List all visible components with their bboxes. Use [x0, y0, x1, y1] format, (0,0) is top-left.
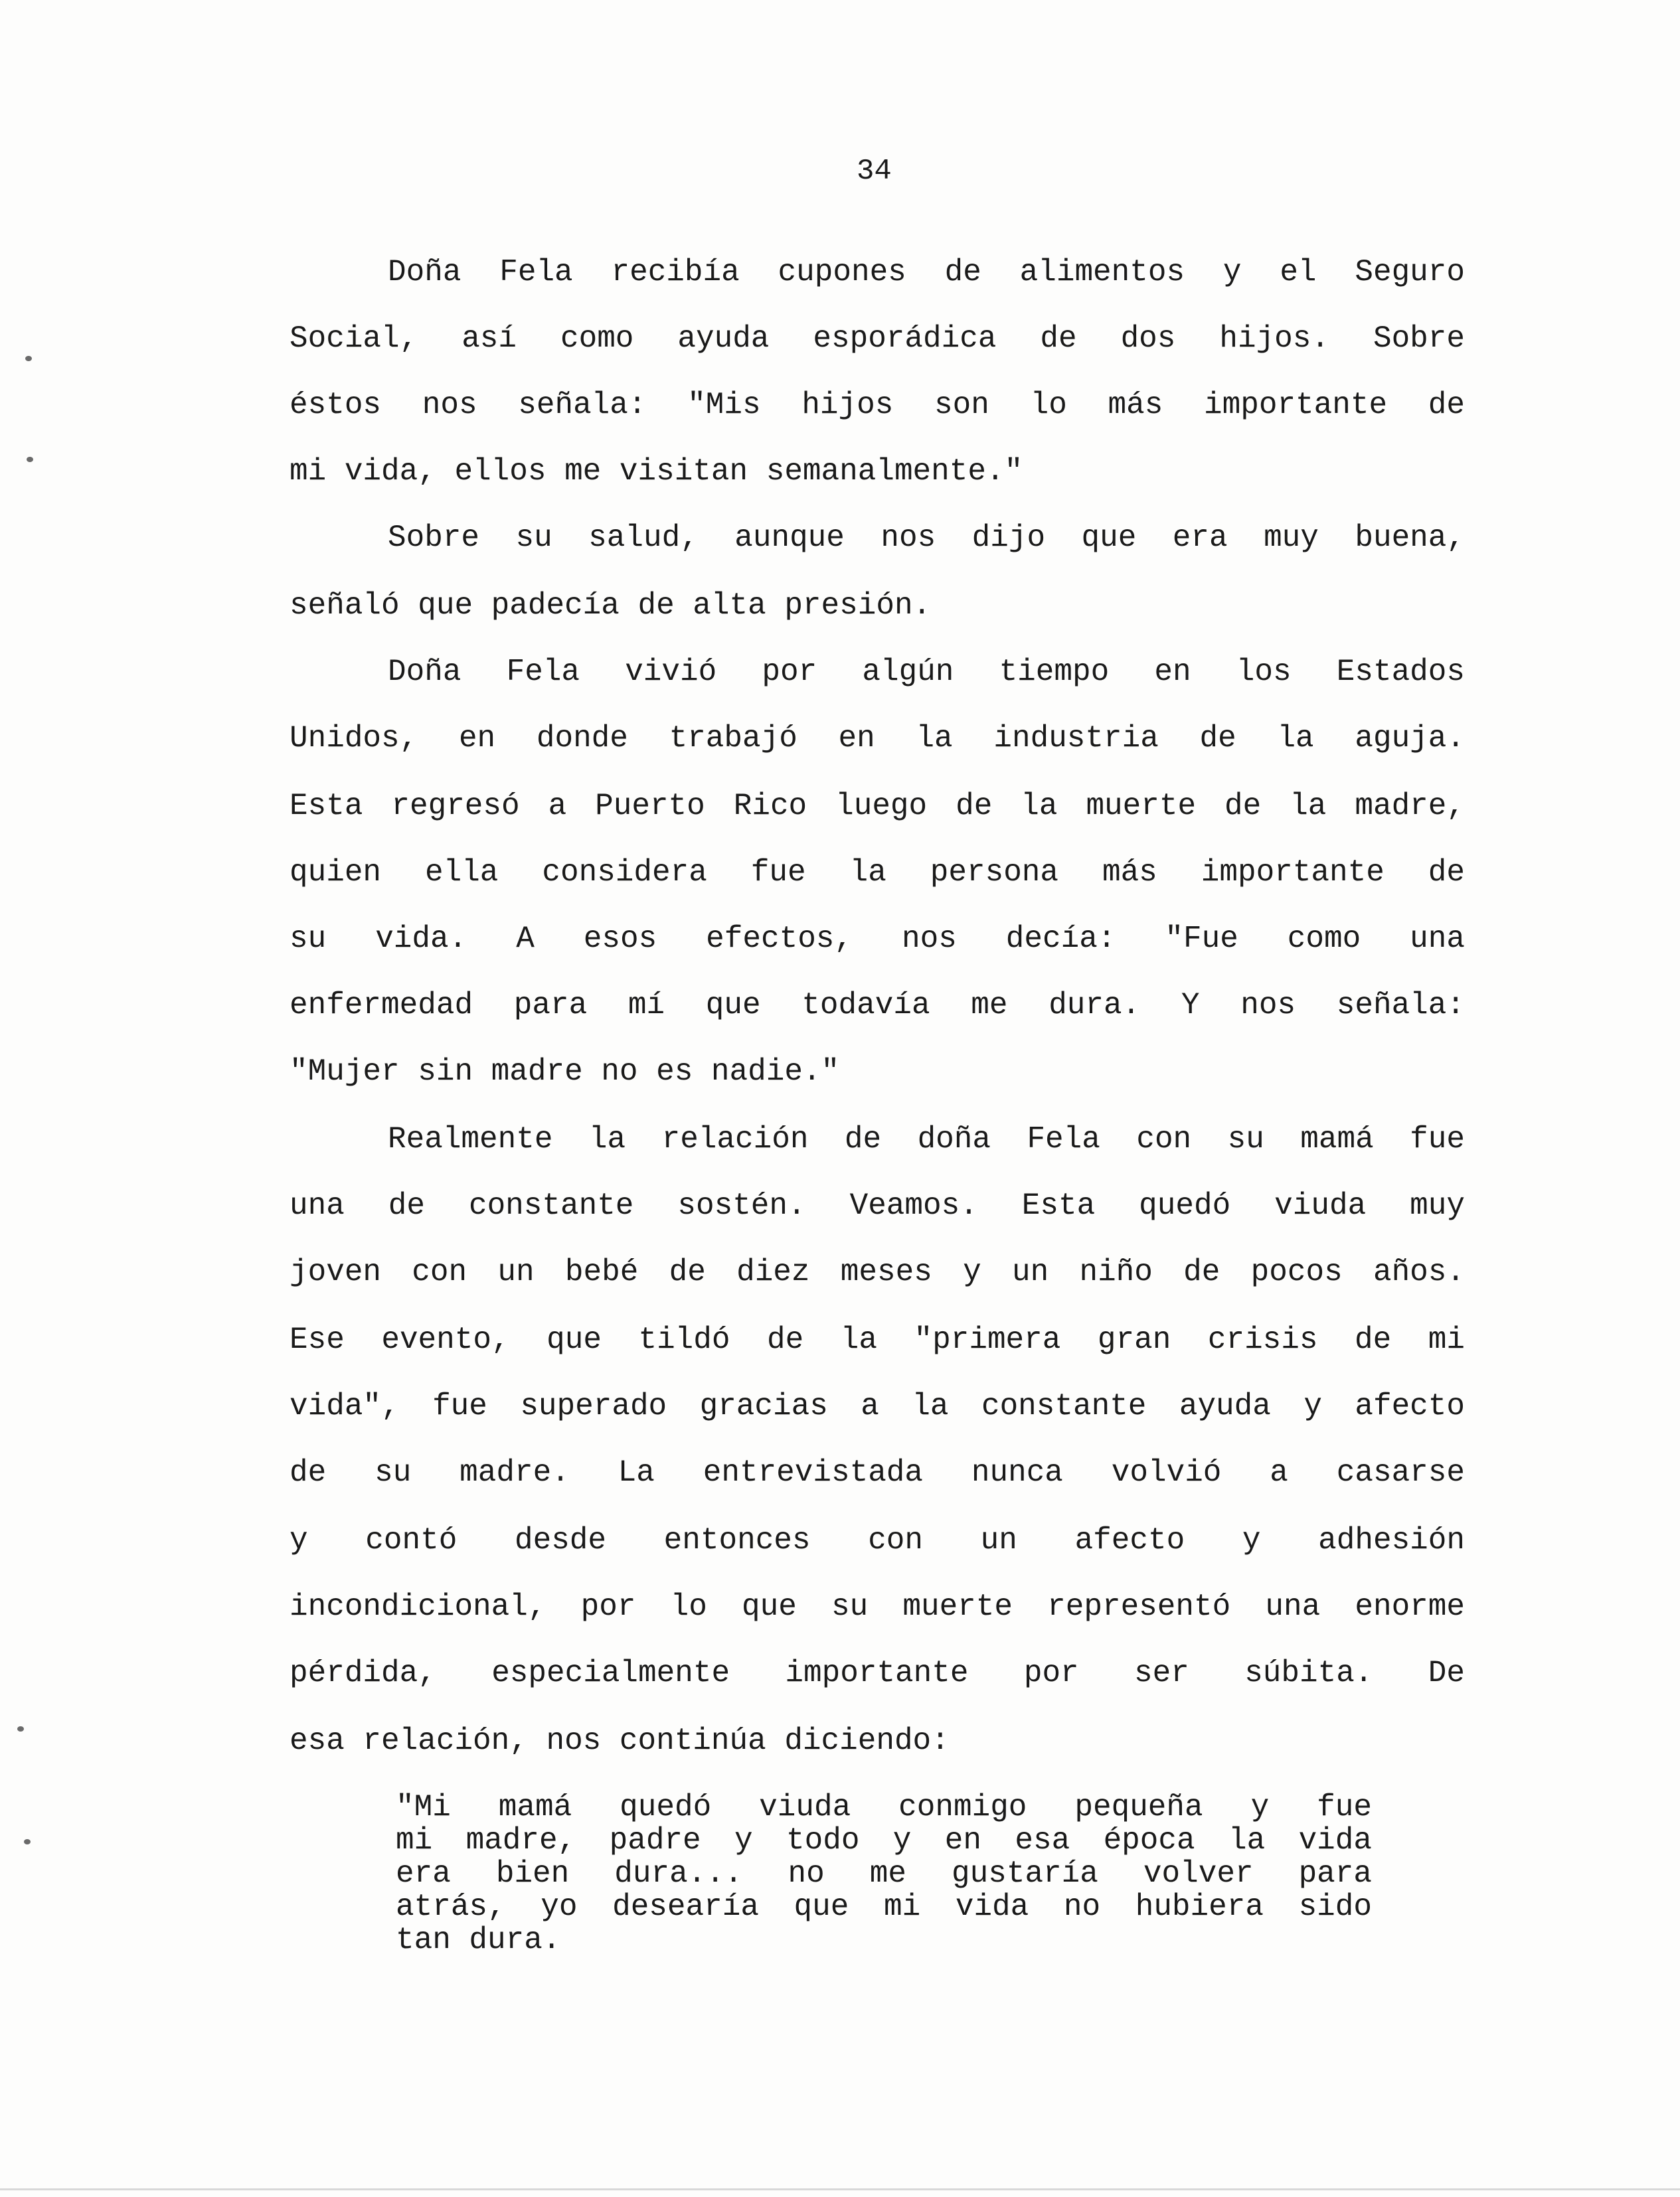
paragraph-3-line-6: enfermedad para mí que todavía me dura. Y nos señala: [290, 988, 1465, 1022]
paragraph-2-line-2: señaló que padecía de alta presión. [290, 588, 932, 623]
quote-line-1: "Mi mamá quedó viuda conmigo pequeña y fue [396, 1790, 1372, 1825]
paragraph-4-line-5: vida", fue superado gracias a la constante ayuda y afecto [290, 1389, 1465, 1424]
quote-line-3: era bien dura... no me gustaría volver para [396, 1856, 1372, 1891]
scan-speck [25, 356, 32, 361]
paragraph-3-line-2: Unidos, en donde trabajó en la industria de la aguja. [290, 721, 1465, 756]
paragraph-3-line-7: "Mujer sin madre no es nadie." [290, 1054, 840, 1089]
page-edge-line [0, 2188, 1680, 2190]
scan-speck [27, 457, 33, 462]
paragraph-4-line-10: esa relación, nos continúa diciendo: [290, 1724, 950, 1758]
paragraph-3-line-5: su vida. A esos efectos, nos decía: "Fue como una [290, 922, 1465, 956]
quote-line-4: atrás, yo desearía que mi vida no hubiera sido [396, 1890, 1372, 1924]
paragraph-4-line-8: incondicional, por lo que su muerte representó una enorme [290, 1589, 1465, 1624]
paragraph-4-line-6: de su madre. La entrevistada nunca volvió a casarse [290, 1455, 1465, 1490]
paragraph-3-line-1: Doña Fela vivió por algún tiempo en los Estados [388, 655, 1465, 689]
paragraph-1-line-3: éstos nos señala: "Mis hijos son lo más importante de [290, 388, 1465, 422]
paragraph-2-line-1: Sobre su salud, aunque nos dijo que era muy buena, [388, 521, 1465, 555]
paragraph-4-line-7: y contó desde entonces con un afecto y adhesión [290, 1523, 1465, 1558]
paragraph-3-line-3: Esta regresó a Puerto Rico luego de la muerte de la madre, [290, 789, 1465, 823]
page-number: 34 [857, 155, 892, 188]
paragraph-4-line-4: Ese evento, que tildó de la "primera gran crisis de mi [290, 1323, 1465, 1357]
scan-speck [24, 1839, 31, 1844]
paragraph-1-line-2: Social, así como ayuda esporádica de dos hijos. Sobre [290, 321, 1465, 356]
quote-line-5: tan dura. [396, 1923, 561, 1957]
paragraph-4-line-9: pérdida, especialmente importante por ser súbita. De [290, 1656, 1465, 1690]
paragraph-4-line-3: joven con un bebé de diez meses y un niño de pocos años. [290, 1255, 1465, 1289]
paragraph-1-line-1: Doña Fela recibía cupones de alimentos y el Seguro [388, 255, 1465, 289]
paragraph-4-line-1: Realmente la relación de doña Fela con su mamá fue [388, 1122, 1465, 1157]
paragraph-1-line-4: mi vida, ellos me visitan semanalmente." [290, 454, 1023, 489]
paragraph-3-line-4: quien ella considera fue la persona más importante de [290, 855, 1465, 890]
quote-line-2: mi madre, padre y todo y en esa época la vida [396, 1823, 1372, 1858]
paragraph-4-line-2: una de constante sostén. Veamos. Esta quedó viuda muy [290, 1188, 1465, 1223]
scan-speck [17, 1726, 24, 1732]
